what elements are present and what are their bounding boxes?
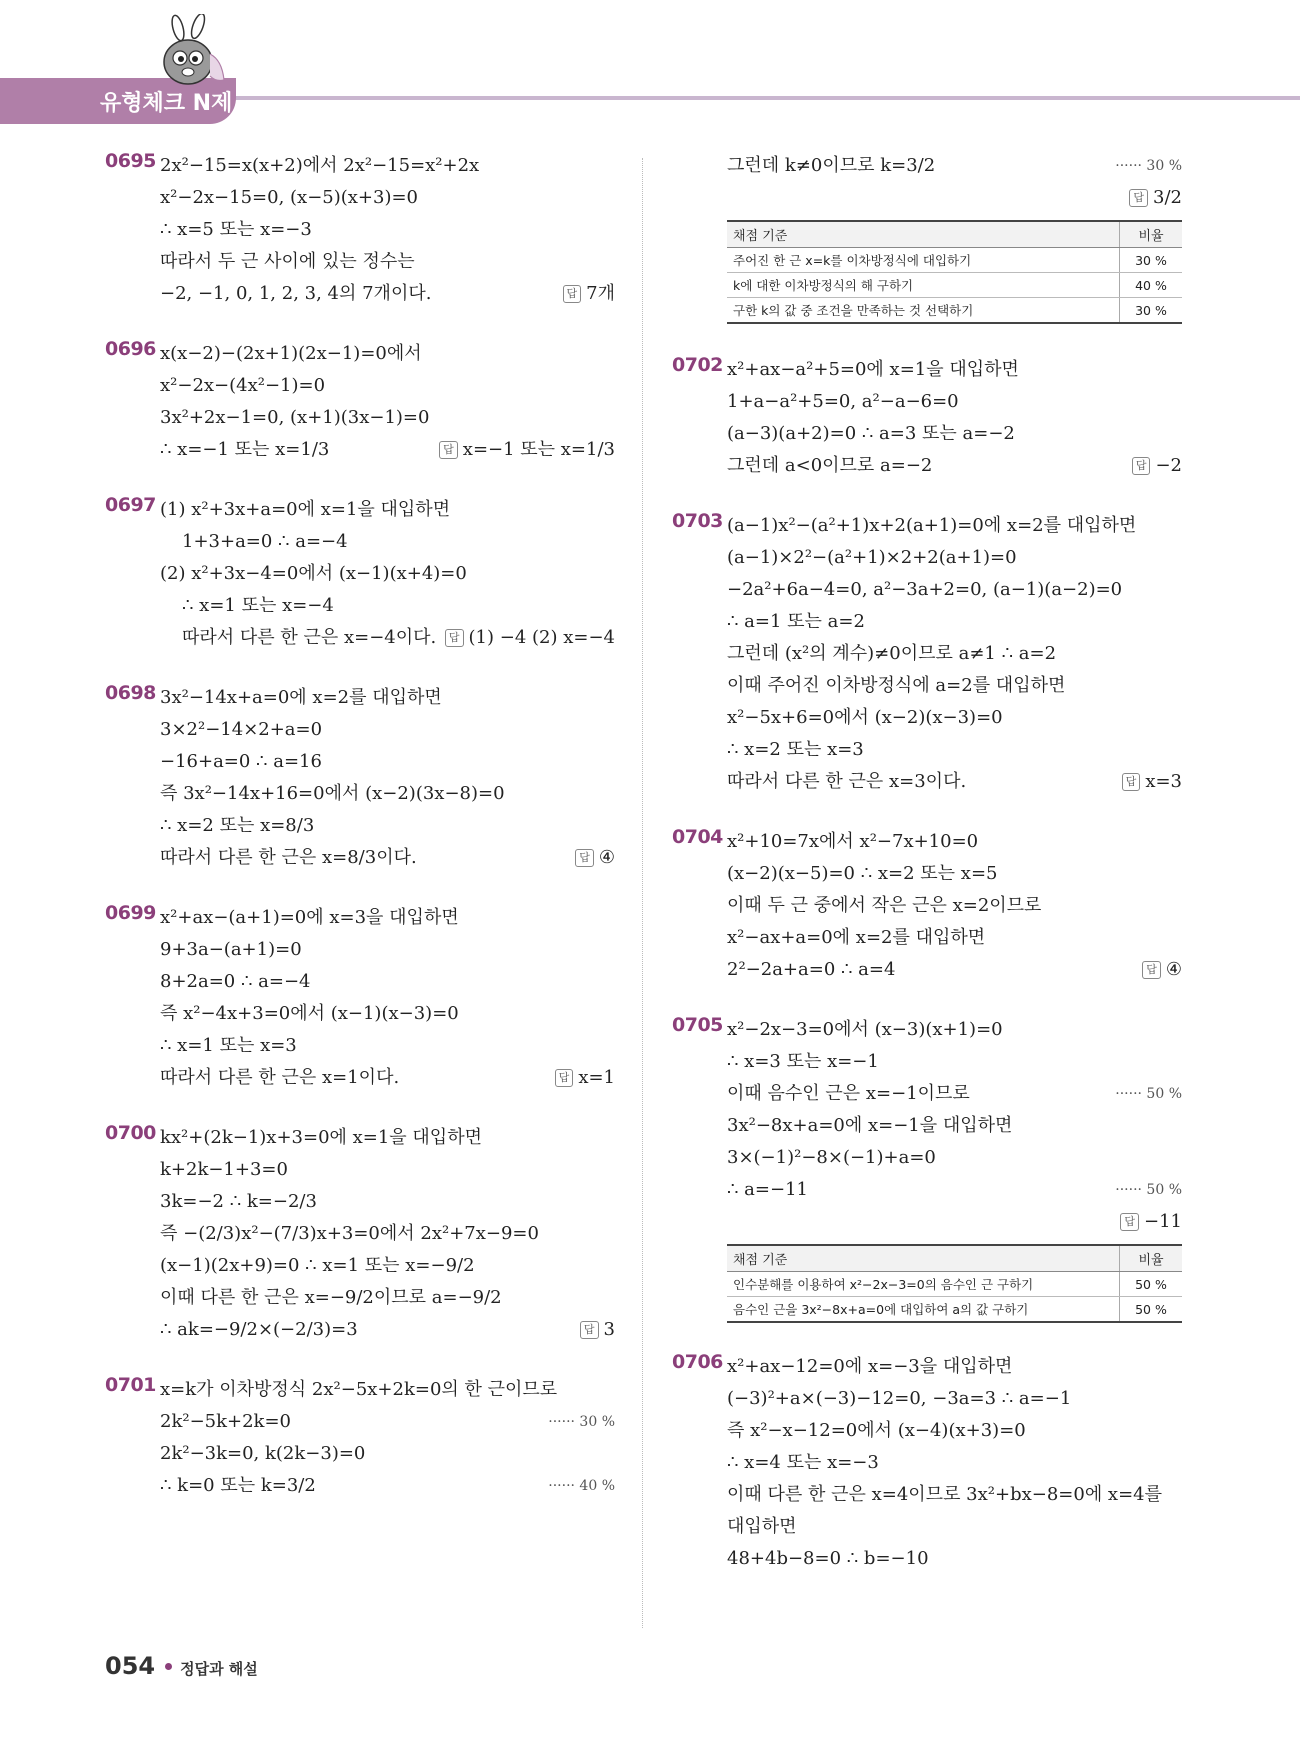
solution-text: 3×2²−14×2+a=0 bbox=[160, 719, 323, 740]
solution-line bbox=[727, 1543, 1182, 1575]
problem-0705 bbox=[672, 1014, 1182, 1323]
solution-text: ∴ x=−1 또는 x=1/3 bbox=[160, 439, 330, 460]
solution-text: 이때 다른 한 근은 x=−9/2이므로 a=−9/2 bbox=[160, 1287, 502, 1308]
solution-text: ∴ x=4 또는 x=−3 bbox=[727, 1452, 879, 1473]
solution-line bbox=[160, 998, 615, 1030]
criteria-cell: 음수인 근을 3x²−8x+a=0에 대입하여 a의 값 구하기 bbox=[727, 1297, 1120, 1323]
problem-number: 0701 bbox=[105, 1374, 156, 1396]
page-number: 054 bbox=[105, 1652, 156, 1680]
solution-line bbox=[727, 890, 1182, 922]
criteria-header: 채점 기준 bbox=[727, 1245, 1120, 1272]
solution-line bbox=[160, 746, 615, 778]
answer bbox=[1129, 182, 1182, 214]
continued-solution-0701 bbox=[727, 150, 1182, 214]
solution-line bbox=[727, 574, 1182, 606]
solution-text: (a−1)x²−(a²+1)x+2(a+1)=0에 x=2를 대입하면 bbox=[727, 515, 1137, 536]
answer bbox=[580, 1314, 615, 1346]
answer bbox=[1132, 450, 1182, 482]
criteria-cell: 인수분해를 이용하여 x²−2x−3=0의 음수인 근 구하기 bbox=[727, 1272, 1120, 1297]
score-percent: ······ 30 % bbox=[548, 1414, 615, 1430]
problem-0702 bbox=[672, 354, 1182, 482]
solution-text: 2k²−5k+2k=0 bbox=[160, 1411, 291, 1432]
solution-text: 1+3+a=0 ∴ a=−4 bbox=[182, 531, 348, 552]
rate-cell: 30 % bbox=[1120, 298, 1183, 324]
answer-mark-icon: 답 bbox=[575, 849, 594, 867]
solution-text: 따라서 다른 한 근은 x=3이다. bbox=[727, 771, 967, 792]
scoring-table-0705 bbox=[727, 1244, 1182, 1323]
answer bbox=[439, 434, 615, 466]
problem-0696 bbox=[105, 338, 615, 466]
problem-number: 0700 bbox=[105, 1122, 156, 1144]
rate-cell: 40 % bbox=[1120, 273, 1183, 298]
solution-text: (a−1)×2²−(a²+1)×2+2(a+1)=0 bbox=[727, 547, 1017, 568]
answer-mark-icon: 답 bbox=[1142, 961, 1161, 979]
page-footer bbox=[105, 1652, 258, 1680]
answer-value: ④ bbox=[1165, 959, 1182, 980]
solution-text: x²+10=7x에서 x²−7x+10=0 bbox=[727, 831, 979, 852]
criteria-cell: 주어진 한 근 x=k를 이차방정식에 대입하기 bbox=[727, 248, 1120, 273]
solution-line bbox=[160, 842, 615, 874]
problem-0700 bbox=[105, 1122, 615, 1346]
solution-line bbox=[160, 1154, 615, 1186]
solution-line bbox=[160, 1282, 615, 1314]
answer-mark-icon: 답 bbox=[439, 441, 458, 459]
solution-line bbox=[160, 902, 615, 934]
solution-line bbox=[160, 214, 615, 246]
answer bbox=[445, 622, 615, 654]
solution-text: ∴ ak=−9/2×(−2/3)=3 bbox=[160, 1319, 358, 1340]
solution-text: 따라서 두 근 사이에 있는 정수는 bbox=[160, 251, 415, 272]
answer-value: x=3 bbox=[1145, 771, 1182, 792]
solution-text: x(x−2)−(2x+1)(2x−1)=0에서 bbox=[160, 343, 422, 364]
rate-cell: 50 % bbox=[1120, 1297, 1183, 1323]
solution-text: ∴ a=−11 bbox=[727, 1179, 808, 1200]
solution-line bbox=[160, 402, 615, 434]
solution-text: 1+a−a²+5=0, a²−a−6=0 bbox=[727, 391, 959, 412]
solution-line bbox=[160, 1030, 615, 1062]
solution-line bbox=[160, 338, 615, 370]
solution-text: 9+3a−(a+1)=0 bbox=[160, 939, 302, 960]
solution-text: 그런데 (x²의 계수)≠0이므로 a≠1 ∴ a=2 bbox=[727, 643, 1057, 664]
solution-line bbox=[160, 558, 615, 590]
score-percent: ······ 50 % bbox=[1115, 1086, 1182, 1102]
answer-mark-icon: 답 bbox=[1122, 773, 1141, 791]
solution-line bbox=[727, 1046, 1182, 1078]
problem-number: 0695 bbox=[105, 150, 156, 172]
answer-mark-icon: 답 bbox=[1132, 457, 1151, 475]
solution-line bbox=[727, 1206, 1182, 1238]
solution-text: 3x²+2x−1=0, (x+1)(3x−1)=0 bbox=[160, 407, 430, 428]
problem-number: 0698 bbox=[105, 682, 156, 704]
solution-line bbox=[727, 734, 1182, 766]
solution-line bbox=[727, 354, 1182, 386]
solution-line bbox=[727, 150, 1182, 182]
solution-text: 따라서 다른 한 근은 x=8/3이다. bbox=[160, 847, 417, 868]
solution-text: 2k²−3k=0, k(2k−3)=0 bbox=[160, 1443, 366, 1464]
solution-line bbox=[160, 370, 615, 402]
solution-text: 이때 음수인 근은 x=−1이므로 bbox=[727, 1083, 970, 1104]
solution-line bbox=[727, 542, 1182, 574]
solution-text: 그런데 k≠0이므로 k=3/2 bbox=[727, 155, 936, 176]
score-percent: ······ 40 % bbox=[548, 1478, 615, 1494]
footer-bullet-icon bbox=[165, 1663, 172, 1670]
answer bbox=[575, 842, 615, 874]
solution-line bbox=[727, 450, 1182, 482]
solution-text: −2a²+6a−4=0, a²−3a+2=0, (a−1)(a−2)=0 bbox=[727, 579, 1123, 600]
solution-line bbox=[727, 606, 1182, 638]
criteria-header: 채점 기준 bbox=[727, 221, 1120, 248]
solution-line bbox=[727, 1014, 1182, 1046]
score-percent: ······ 50 % bbox=[1115, 1182, 1182, 1198]
solution-line bbox=[727, 922, 1182, 954]
criteria-cell: k에 대한 이차방정식의 해 구하기 bbox=[727, 273, 1120, 298]
solution-text: kx²+(2k−1)x+3=0에 x=1을 대입하면 bbox=[160, 1127, 482, 1148]
header-title: 유형체크 N제 bbox=[100, 91, 233, 116]
answer-value: −2 bbox=[1155, 455, 1182, 476]
solution-line bbox=[160, 1406, 615, 1438]
solution-line bbox=[727, 638, 1182, 670]
solution-text: ∴ x=2 또는 x=8/3 bbox=[160, 815, 315, 836]
solution-line bbox=[727, 1479, 1182, 1511]
bunny-mascot-icon bbox=[148, 14, 228, 96]
solution-line bbox=[727, 1383, 1182, 1415]
solution-text: ∴ x=1 또는 x=−4 bbox=[182, 595, 334, 616]
solution-line bbox=[727, 702, 1182, 734]
solution-line bbox=[160, 1218, 615, 1250]
solution-line bbox=[160, 622, 615, 654]
solution-text: x²−2x−15=0, (x−5)(x+3)=0 bbox=[160, 187, 419, 208]
solution-text: x²−ax+a=0에 x=2를 대입하면 bbox=[727, 927, 986, 948]
answer bbox=[1142, 954, 1182, 986]
column-divider bbox=[642, 158, 643, 1628]
solution-text: ∴ x=3 또는 x=−1 bbox=[727, 1051, 879, 1072]
solution-line bbox=[727, 1447, 1182, 1479]
solution-text: 3x²−8x+a=0에 x=−1을 대입하면 bbox=[727, 1115, 1013, 1136]
table-row bbox=[727, 248, 1182, 273]
solution-line bbox=[727, 1174, 1182, 1206]
solution-text: 3x²−14x+a=0에 x=2를 대입하면 bbox=[160, 687, 442, 708]
problem-0695 bbox=[105, 150, 615, 310]
solution-text: 즉 x²−4x+3=0에서 (x−1)(x−3)=0 bbox=[160, 1003, 459, 1024]
solution-text: k+2k−1+3=0 bbox=[160, 1159, 288, 1180]
solution-line bbox=[727, 510, 1182, 542]
solution-line bbox=[160, 1470, 615, 1502]
table-row bbox=[727, 298, 1182, 324]
answer-mark-icon: 답 bbox=[555, 1069, 574, 1087]
solution-line bbox=[160, 150, 615, 182]
scoring-table-0701 bbox=[727, 220, 1182, 324]
score-percent: ······ 30 % bbox=[1115, 158, 1182, 174]
solution-line bbox=[160, 494, 615, 526]
solution-text: −16+a=0 ∴ a=16 bbox=[160, 751, 322, 772]
problem-number: 0699 bbox=[105, 902, 156, 924]
answer-value: 3/2 bbox=[1153, 187, 1182, 208]
solution-line bbox=[160, 1062, 615, 1094]
solution-text: 3k=−2 ∴ k=−2/3 bbox=[160, 1191, 317, 1212]
solution-text: 8+2a=0 ∴ a=−4 bbox=[160, 971, 311, 992]
solution-line bbox=[160, 714, 615, 746]
solution-line bbox=[160, 966, 615, 998]
answer-value: 7개 bbox=[586, 283, 615, 304]
solution-text: (x−2)(x−5)=0 ∴ x=2 또는 x=5 bbox=[727, 863, 998, 884]
answer bbox=[1122, 766, 1182, 798]
solution-line bbox=[160, 526, 615, 558]
right-problem-list bbox=[672, 354, 1182, 1575]
answer-mark-icon: 답 bbox=[1129, 189, 1148, 207]
solution-text: 48+4b−8=0 ∴ b=−10 bbox=[727, 1548, 929, 1569]
solution-line bbox=[727, 858, 1182, 890]
answer-mark-icon: 답 bbox=[1120, 1213, 1139, 1231]
answer bbox=[563, 278, 615, 310]
answer-value: −11 bbox=[1144, 1211, 1182, 1232]
right-column bbox=[672, 150, 1182, 1603]
solution-line bbox=[160, 778, 615, 810]
rate-header: 비율 bbox=[1120, 1245, 1183, 1272]
answer-value: x=−1 또는 x=1/3 bbox=[462, 439, 615, 460]
solution-text: 따라서 다른 한 근은 x=1이다. bbox=[160, 1067, 400, 1088]
table-row bbox=[727, 1297, 1182, 1323]
answer-value: 3 bbox=[603, 1319, 615, 1340]
solution-text: x=k가 이차방정식 2x²−5x+2k=0의 한 근이므로 bbox=[160, 1379, 558, 1400]
solution-text: 2²−2a+a=0 ∴ a=4 bbox=[727, 959, 896, 980]
solution-text: x²+ax−a²+5=0에 x=1을 대입하면 bbox=[727, 359, 1019, 380]
problem-0706 bbox=[672, 1351, 1182, 1575]
solution-line bbox=[727, 670, 1182, 702]
solution-text: 2x²−15=x(x+2)에서 2x²−15=x²+2x bbox=[160, 155, 480, 176]
table-row bbox=[727, 1272, 1182, 1297]
solution-line bbox=[160, 434, 615, 466]
answer-mark-icon: 답 bbox=[563, 285, 582, 303]
solution-text: ∴ x=2 또는 x=3 bbox=[727, 739, 864, 760]
rate-header: 비율 bbox=[1120, 221, 1183, 248]
solution-text: ∴ a=1 또는 a=2 bbox=[727, 611, 865, 632]
solution-line bbox=[727, 1142, 1182, 1174]
solution-line bbox=[727, 1110, 1182, 1142]
problem-number: 0704 bbox=[672, 826, 723, 848]
answer-mark-icon: 답 bbox=[580, 1321, 599, 1339]
solution-line bbox=[160, 1186, 615, 1218]
problem-number: 0706 bbox=[672, 1351, 723, 1373]
solution-line bbox=[160, 590, 615, 622]
solution-line bbox=[727, 954, 1182, 986]
solution-line bbox=[727, 1415, 1182, 1447]
problem-0698 bbox=[105, 682, 615, 874]
solution-line bbox=[160, 810, 615, 842]
solution-line bbox=[727, 386, 1182, 418]
solution-line bbox=[160, 934, 615, 966]
rate-cell: 30 % bbox=[1120, 248, 1183, 273]
solution-text: x²−5x+6=0에서 (x−2)(x−3)=0 bbox=[727, 707, 1003, 728]
problem-0699 bbox=[105, 902, 615, 1094]
answer bbox=[1120, 1206, 1182, 1238]
solution-line bbox=[727, 1351, 1182, 1383]
solution-text: ∴ k=0 또는 k=3/2 bbox=[160, 1475, 316, 1496]
solution-line bbox=[160, 1250, 615, 1282]
answer bbox=[555, 1062, 615, 1094]
rate-cell: 50 % bbox=[1120, 1272, 1183, 1297]
solution-text: ∴ x=5 또는 x=−3 bbox=[160, 219, 312, 240]
solution-text: ∴ x=1 또는 x=3 bbox=[160, 1035, 297, 1056]
answer-value: (1) −4 (2) x=−4 bbox=[468, 627, 615, 648]
solution-text: (1) x²+3x+a=0에 x=1을 대입하면 bbox=[160, 499, 451, 520]
problem-0704 bbox=[672, 826, 1182, 986]
solution-line bbox=[727, 826, 1182, 858]
solution-text: 3×(−1)²−8×(−1)+a=0 bbox=[727, 1147, 936, 1168]
solution-line bbox=[160, 1314, 615, 1346]
solution-text: −2, −1, 0, 1, 2, 3, 4의 7개이다. bbox=[160, 283, 432, 304]
solution-text: (2) x²+3x−4=0에서 (x−1)(x+4)=0 bbox=[160, 563, 467, 584]
solution-line bbox=[160, 1438, 615, 1470]
solution-text: (a−3)(a+2)=0 ∴ a=3 또는 a=−2 bbox=[727, 423, 1015, 444]
answer-value: ④ bbox=[598, 847, 615, 868]
solution-text: x²−2x−(4x²−1)=0 bbox=[160, 375, 326, 396]
solution-text: 따라서 다른 한 근은 x=−4이다. bbox=[182, 627, 437, 648]
solution-line bbox=[727, 766, 1182, 798]
solution-text: x²+ax−(a+1)=0에 x=3을 대입하면 bbox=[160, 907, 459, 928]
answer-mark-icon: 답 bbox=[445, 629, 464, 647]
problem-number: 0705 bbox=[672, 1014, 723, 1036]
solution-line bbox=[160, 182, 615, 214]
problem-0697 bbox=[105, 494, 615, 654]
solution-line bbox=[727, 1511, 1182, 1543]
solution-line bbox=[160, 682, 615, 714]
solution-text: 대입하면 bbox=[727, 1516, 797, 1537]
solution-text: x²+ax−12=0에 x=−3을 대입하면 bbox=[727, 1356, 1013, 1377]
table-row bbox=[727, 273, 1182, 298]
solution-text: 이때 다른 한 근은 x=4이므로 3x²+bx−8=0에 x=4를 bbox=[727, 1484, 1162, 1505]
solution-text: 이때 두 근 중에서 작은 근은 x=2이므로 bbox=[727, 895, 1042, 916]
criteria-cell: 구한 k의 값 중 조건을 만족하는 것 선택하기 bbox=[727, 298, 1120, 324]
solution-text: 즉 3x²−14x+16=0에서 (x−2)(3x−8)=0 bbox=[160, 783, 505, 804]
solution-text: 이때 주어진 이차방정식에 a=2를 대입하면 bbox=[727, 675, 1066, 696]
solution-line bbox=[727, 418, 1182, 450]
solution-line bbox=[160, 1122, 615, 1154]
answer-value: x=1 bbox=[578, 1067, 615, 1088]
solution-text: (x−1)(2x+9)=0 ∴ x=1 또는 x=−9/2 bbox=[160, 1255, 475, 1276]
solution-line bbox=[727, 1078, 1182, 1110]
solution-text: (−3)²+a×(−3)−12=0, −3a=3 ∴ a=−1 bbox=[727, 1388, 1072, 1409]
problem-number: 0702 bbox=[672, 354, 723, 376]
problem-number: 0697 bbox=[105, 494, 156, 516]
solution-line bbox=[160, 278, 615, 310]
problem-0703 bbox=[672, 510, 1182, 798]
solution-text: 즉 x²−x−12=0에서 (x−4)(x+3)=0 bbox=[727, 1420, 1026, 1441]
solution-line bbox=[160, 1374, 615, 1406]
problem-number: 0696 bbox=[105, 338, 156, 360]
solution-text: 그런데 a<0이므로 a=−2 bbox=[727, 455, 933, 476]
solution-text: x²−2x−3=0에서 (x−3)(x+1)=0 bbox=[727, 1019, 1003, 1040]
left-column bbox=[105, 150, 615, 1530]
problem-0701 bbox=[105, 1374, 615, 1502]
solution-line bbox=[727, 182, 1182, 214]
problem-number: 0703 bbox=[672, 510, 723, 532]
solution-line bbox=[160, 246, 615, 278]
footer-label: 정답과 해설 bbox=[180, 1660, 258, 1678]
solution-text: 즉 −(2/3)x²−(7/3)x+3=0에서 2x²+7x−9=0 bbox=[160, 1223, 539, 1244]
